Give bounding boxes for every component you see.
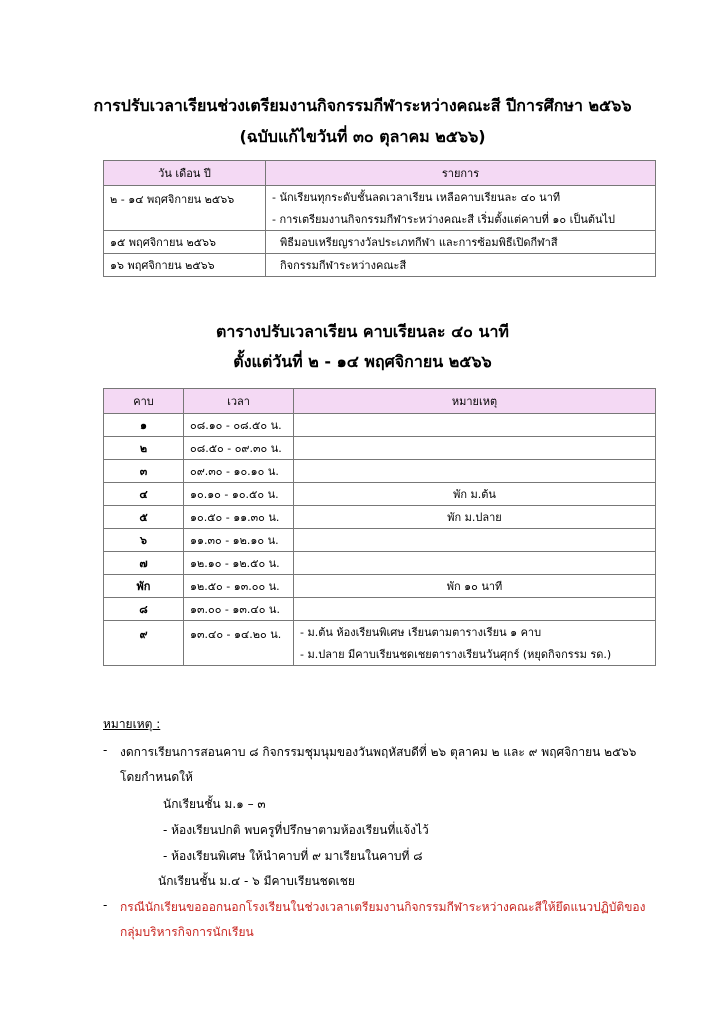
note-cell	[294, 414, 656, 437]
note-line-2: โดยกำหนดให้	[120, 770, 193, 784]
period-cell: พัก	[104, 575, 184, 598]
note-cell	[294, 437, 656, 460]
note-line-4: - ห้องเรียนปกติ พบครูที่ปรึกษาตามห้องเรียนที่แจ้งไว้	[163, 823, 429, 837]
table-row	[104, 437, 656, 460]
period-cell: ๗	[104, 552, 184, 575]
period-cell: ๑	[104, 414, 184, 437]
period-cell: ๘	[104, 598, 184, 621]
note-cell	[294, 529, 656, 552]
activity-table	[103, 160, 656, 277]
note-line-3: นักเรียนชั้น ม.๑ – ๓	[163, 797, 266, 811]
period-cell: ๖	[104, 529, 184, 552]
table-row	[104, 575, 656, 598]
note-cell: พัก ม.ปลาย	[294, 506, 656, 529]
note-cell	[294, 552, 656, 575]
note-red-line-1: กรณีนักเรียนขอออกนอกโรงเรียนในช่วงเวลาเตรียมงานกิจกรรมกีฬาระหว่างคณะสีให้ยึดแนวปฏิบัติของ	[120, 900, 646, 914]
period-cell: ๓	[104, 460, 184, 483]
row-item: กิจกรรมกีฬาระหว่างคณะสี	[266, 254, 656, 277]
row-date: ๑๕ พฤศจิกายน ๒๕๖๖	[104, 231, 266, 254]
table-row	[104, 529, 656, 552]
table-row	[104, 552, 656, 575]
row-date: ๒ - ๑๔ พฤศจิกายน ๒๕๖๖	[104, 186, 266, 231]
schedule-title: ตารางปรับเวลาเรียน คาบเรียนละ ๔๐ นาที	[216, 322, 509, 341]
note-dash: -	[103, 743, 108, 757]
note-cell	[294, 460, 656, 483]
header-date: วัน เดือน ปี	[104, 161, 266, 186]
time-cell: ๑๓.๔๐ - ๑๔.๒๐ น.	[184, 621, 294, 666]
period-cell: ๔	[104, 483, 184, 506]
note-cell: พัก ม.ต้น	[294, 483, 656, 506]
table-row	[104, 506, 656, 529]
time-cell: ๐๙.๓๐ - ๑๐.๑๐ น.	[184, 460, 294, 483]
period-cell: ๒	[104, 437, 184, 460]
table-row	[104, 621, 656, 644]
note-line-1: งดการเรียนการสอนคาบ ๘ กิจกรรมชุมนุมของวันพฤหัสบดีที่ ๒๖ ตุลาคม ๒ และ ๙ พฤศจิกายน ๒๕๖๖	[120, 745, 637, 759]
note-cell: - ม.ปลาย มีคาบเรียนชดเชยตารางเรียนวันศุกร์ (หยุดกิจกรรม รด.)	[294, 643, 656, 666]
row-item: - นักเรียนทุกระดับชั้นลดเวลาเรียน เหลือคาบเรียนละ ๔๐ นาที	[266, 186, 656, 209]
time-cell: ๐๘.๑๐ - ๐๘.๕๐ น.	[184, 414, 294, 437]
note-cell: พัก ๑๐ นาที	[294, 575, 656, 598]
period-cell: ๕	[104, 506, 184, 529]
notes-heading: หมายเหตุ :	[103, 717, 161, 731]
note-line-5: - ห้องเรียนพิเศษ ให้นำคาบที่ ๙ มาเรียนในคาบที่ ๘	[163, 849, 423, 863]
row-item: พิธีมอบเหรียญรางวัลประเภทกีฬา และการซ้อมพิธีเปิดกีฬาสี	[266, 231, 656, 254]
table-row	[104, 254, 656, 277]
note-dash: -	[103, 898, 108, 912]
page-title: การปรับเวลาเรียนช่วงเตรียมงานกิจกรรมกีฬาระหว่างคณะสี ปีการศึกษา ๒๕๖๖	[93, 96, 632, 115]
page-subtitle: (ฉบับแก้ไขวันที่ ๓๐ ตุลาคม ๒๕๖๖)	[239, 127, 486, 146]
time-cell: ๑๑.๓๐ - ๑๒.๑๐ น.	[184, 529, 294, 552]
schedule-table-header	[104, 389, 656, 414]
schedule-subtitle: ตั้งแต่วันที่ ๒ - ๑๔ พฤศจิกายน ๒๕๖๖	[233, 352, 492, 371]
table-row	[104, 414, 656, 437]
time-cell: ๑๒.๑๐ - ๑๒.๕๐ น.	[184, 552, 294, 575]
note-cell: - ม.ต้น ห้องเรียนพิเศษ เรียนตามตารางเรียน ๑ คาบ	[294, 621, 656, 644]
table-row	[104, 598, 656, 621]
schedule-table	[103, 388, 656, 666]
header-period: คาบ	[104, 389, 184, 414]
header-time: เวลา	[184, 389, 294, 414]
header-items: รายการ	[266, 161, 656, 186]
row-item: - การเตรียมงานกิจกรรมกีฬาระหว่างคณะสี เริ่มตั้งแต่คาบที่ ๑๐ เป็นต้นไป	[266, 208, 656, 231]
time-cell: ๑๒.๕๐ - ๑๓.๐๐ น.	[184, 575, 294, 598]
period-cell: ๙	[104, 621, 184, 666]
time-cell: ๑๐.๑๐ - ๑๐.๕๐ น.	[184, 483, 294, 506]
note-cell	[294, 598, 656, 621]
table-row	[104, 186, 656, 209]
note-line-6: นักเรียนชั้น ม.๔ - ๖ มีคาบเรียนชดเชย	[158, 874, 355, 888]
table-row	[104, 460, 656, 483]
activity-table-header	[104, 161, 656, 186]
time-cell: ๑๓.๐๐ - ๑๓.๔๐ น.	[184, 598, 294, 621]
row-date: ๑๖ พฤศจิกายน ๒๕๖๖	[104, 254, 266, 277]
note-red-line-2: กลุ่มบริหารกิจการนักเรียน	[120, 925, 254, 939]
time-cell: ๐๘.๕๐ - ๐๙.๓๐ น.	[184, 437, 294, 460]
table-row	[104, 483, 656, 506]
header-note: หมายเหตุ	[294, 389, 656, 414]
table-row	[104, 231, 656, 254]
time-cell: ๑๐.๕๐ - ๑๑.๓๐ น.	[184, 506, 294, 529]
